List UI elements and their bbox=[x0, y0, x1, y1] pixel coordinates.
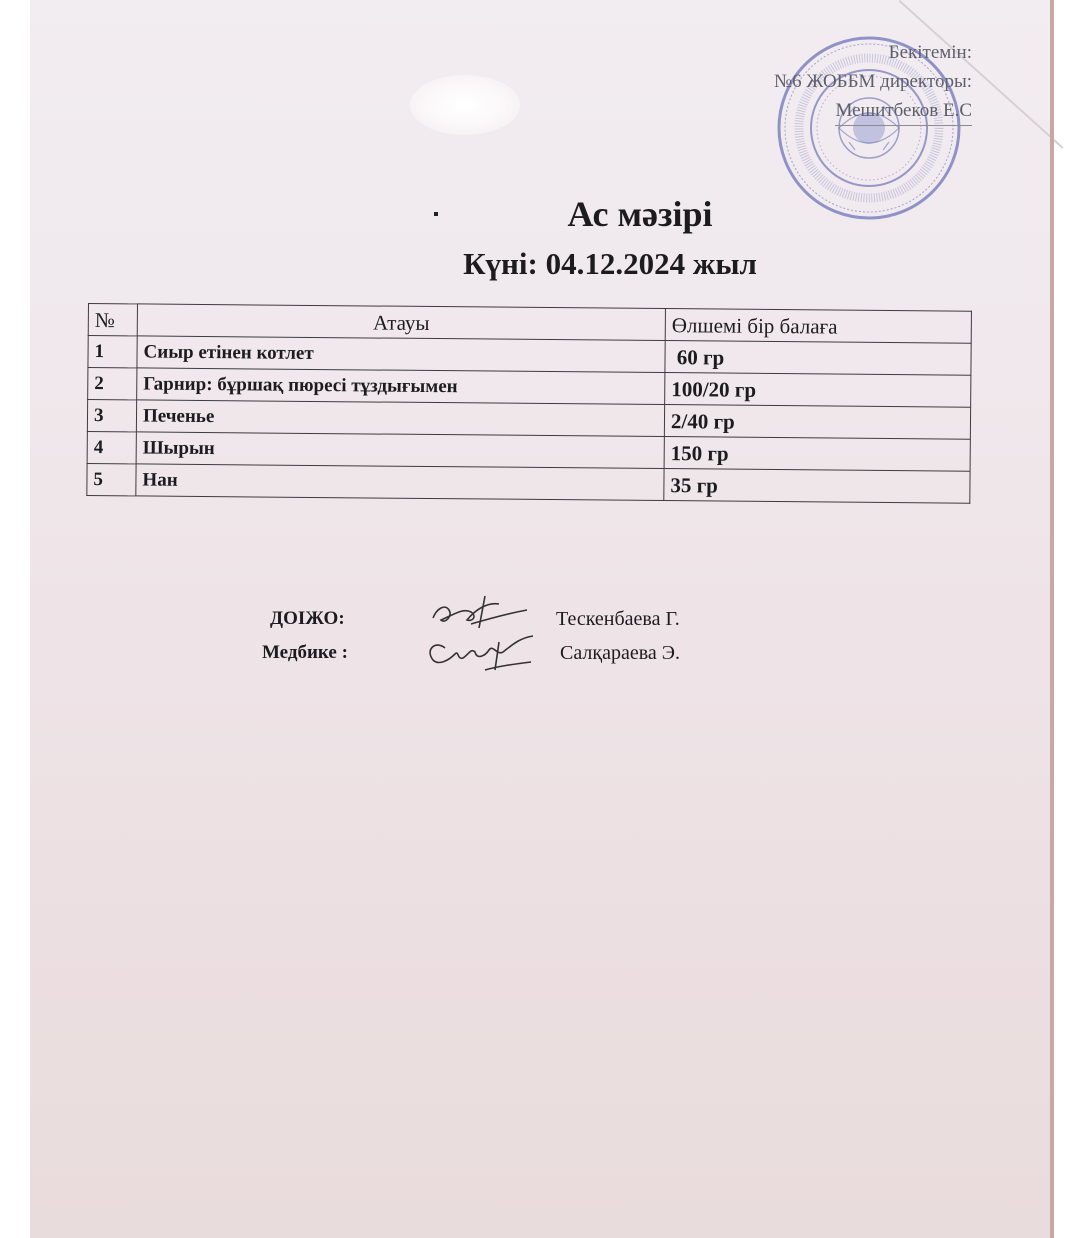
row-amount: 100/20 гр bbox=[665, 373, 971, 408]
row-number: 4 bbox=[87, 431, 136, 463]
row-amount: 60 гр bbox=[665, 341, 971, 376]
approval-block bbox=[774, 38, 972, 126]
row-name: Печенье bbox=[136, 400, 664, 437]
document-date: Күні: 04.12.2024 жыл bbox=[463, 246, 757, 281]
row-name: Сиыр етінен котлет bbox=[137, 336, 665, 373]
signature-name: Салқараева Э. bbox=[560, 642, 680, 664]
row-number: 1 bbox=[88, 336, 137, 368]
signature-role: Медбике : bbox=[262, 642, 348, 663]
row-amount: 35 гр bbox=[664, 469, 970, 504]
row-number: 3 bbox=[87, 400, 136, 432]
signature-role: ДОІЖО: bbox=[270, 608, 345, 629]
row-amount: 150 гр bbox=[664, 437, 970, 472]
row-name: Шырын bbox=[136, 432, 664, 469]
row-amount: 2/40 гр bbox=[664, 405, 970, 440]
menu-table bbox=[86, 303, 972, 504]
page-edge bbox=[1050, 0, 1054, 1238]
document-title: Ас мәзірі bbox=[567, 194, 713, 234]
approval-position: №6 ЖОББМ директоры: bbox=[774, 71, 972, 92]
approval-director-name: Мешитбеков Е.С bbox=[835, 96, 972, 126]
approval-heading: Бекітемін: bbox=[888, 42, 972, 63]
handwritten-signatures bbox=[415, 590, 545, 685]
table-row bbox=[87, 463, 970, 503]
row-name: Гарнир: бұршақ пюресі тұздығымен bbox=[137, 368, 665, 405]
header-number: № bbox=[88, 304, 137, 336]
signature-name: Тескенбаева Г. bbox=[556, 608, 680, 630]
row-number: 2 bbox=[88, 368, 137, 400]
header-name: Атауы bbox=[137, 304, 665, 341]
header-amount: Өлшемі бір балаға bbox=[665, 309, 971, 344]
document-page bbox=[30, 0, 1050, 1238]
row-name: Нан bbox=[136, 464, 664, 501]
row-number: 5 bbox=[87, 463, 136, 495]
light-glare bbox=[410, 75, 520, 135]
